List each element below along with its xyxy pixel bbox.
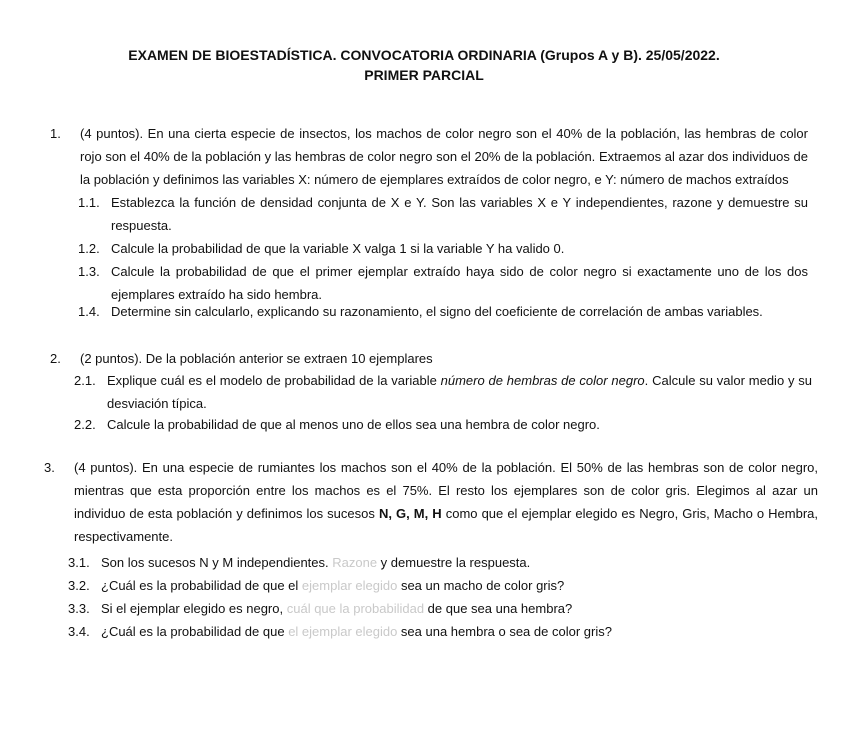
question-2-text: (2 puntos). De la población anterior se extraen 10 ejemplares: [80, 351, 433, 366]
question-2-item-1: [74, 369, 813, 415]
item-number: 1.1.: [78, 195, 100, 210]
question-2-item-2: [74, 413, 812, 436]
item-text-faded: el ejemplar elegido: [288, 624, 398, 639]
item-number: 1.4.: [78, 304, 100, 319]
item-text-b: de que sea una hembra?: [424, 601, 573, 616]
question-3-item-1: [68, 551, 818, 574]
item-text-b: sea un macho de color gris?: [397, 578, 565, 593]
item-number: 1.2.: [78, 241, 100, 256]
item-number: 2.1.: [74, 373, 96, 388]
item-text: Calcule la probabilidad de que el primer ejemplar extraído haya sido de color negro si exactamente uno de los dos ejemplares extraído ha sido hembra.: [111, 264, 808, 302]
item-text-b: sea una hembra o sea de color gris?: [397, 624, 612, 639]
item-number: 3.3.: [68, 601, 90, 616]
question-3-text-a: (4 puntos). En una especie de rumiantes los machos son el 40% de la población. El 50% de las hembras son de color negro, mientras que esta proporción entre los machos es el 75%. El resto los ejemplares son de color gris. Elegimos al azar un individuo de esta población y definimos los sucesos: [74, 460, 818, 521]
question-1-item-1: [78, 191, 808, 237]
item-text-b: . Calcule su valor medio y su desviación típica.: [107, 373, 813, 411]
item-text: Calcule la probabilidad de que al menos uno de ellos sea una hembra de color negro.: [107, 417, 600, 432]
item-text-italic: número de hembras de color negro: [440, 373, 645, 388]
question-1-number: 1.: [50, 126, 61, 141]
item-text-faded: ejemplar elegido: [301, 578, 398, 593]
item-text-a: Si el ejemplar elegido es negro,: [101, 601, 287, 616]
item-number: 3.1.: [68, 555, 90, 570]
question-2-number: 2.: [50, 351, 61, 366]
item-text-faded: Razone: [332, 555, 378, 570]
item-number: 3.4.: [68, 624, 90, 639]
question-3-item-4: [68, 620, 818, 643]
exam-title: EXAMEN DE BIOESTADÍSTICA. CONVOCATORIA ORDINARIA (Grupos A y B). 25/05/2022.: [128, 47, 720, 63]
exam-subtitle: PRIMER PARCIAL: [364, 67, 484, 83]
item-number: 2.2.: [74, 417, 96, 432]
item-text: Determine sin calcularlo, explicando su razonamiento, el signo del coeficiente de correlación de ambas variables.: [111, 304, 763, 319]
item-text-faded: cuál que la probabilidad: [286, 601, 425, 616]
item-number: 1.3.: [78, 264, 100, 279]
question-3-text-b: como que el ejemplar elegido es Negro, Gris, Macho o Hembra, respectivamente.: [74, 506, 818, 544]
item-text: Calcule la probabilidad de que la variable X valga 1 si la variable Y ha valido 0.: [111, 241, 565, 256]
question-1: [50, 122, 808, 191]
question-3-events: N, G, M, H: [378, 506, 442, 521]
question-2: [50, 347, 808, 370]
question-3-item-2: [68, 574, 818, 597]
item-number: 3.2.: [68, 578, 90, 593]
item-text: Establezca la función de densidad conjunta de X e Y. Son las variables X e Y independientes, razone y demuestre su respuesta.: [111, 195, 808, 233]
item-text-b: y demuestre la respuesta.: [377, 555, 531, 570]
question-1-item-2: [78, 237, 808, 260]
item-text-a: Explique cuál es el modelo de probabilidad de la variable: [107, 373, 441, 388]
question-3-item-3: [68, 597, 818, 620]
question-1-item-4: [78, 300, 808, 323]
item-text-a: ¿Cuál es la probabilidad de que: [101, 624, 289, 639]
item-text-a: Son los sucesos N y M independientes.: [101, 555, 333, 570]
item-text-a: ¿Cuál es la probabilidad de que el: [101, 578, 302, 593]
question-3-number: 3.: [44, 460, 55, 475]
question-1-text: (4 puntos). En una cierta especie de insectos, los machos de color negro son el 40% de la población, las hembras de color rojo son el 40% de la población y las hembras de color negro son el 20% de la población. Extraemos al azar dos individuos de la población y definimos las variables X: número de ejemplares extraídos de color negro, e Y: número de machos extraídos: [80, 126, 808, 187]
question-3: [44, 456, 818, 548]
